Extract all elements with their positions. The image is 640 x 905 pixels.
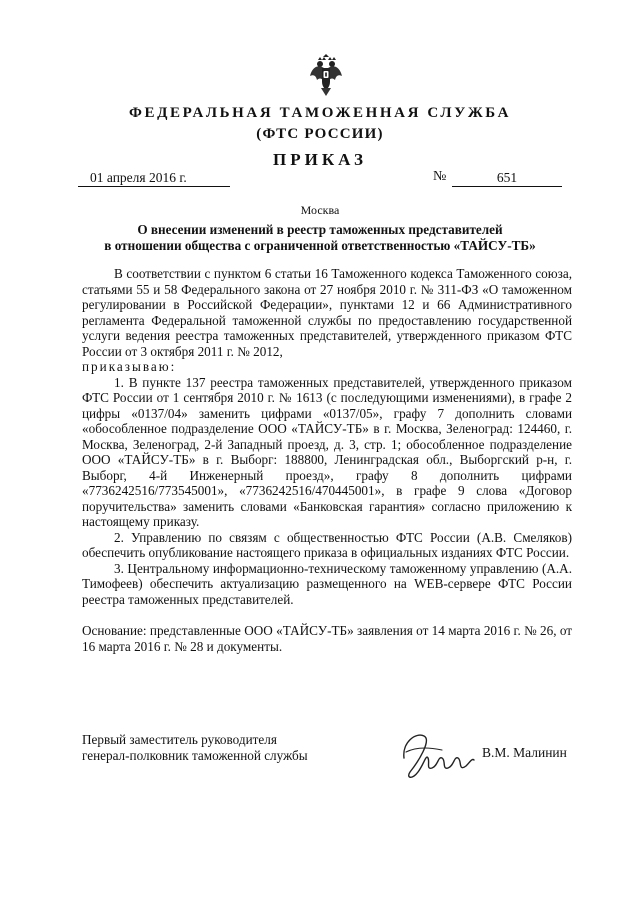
- subject-line: О внесении изменений в реестр таможенных представителей: [137, 222, 503, 237]
- document-subject: [60, 222, 580, 254]
- document-body: [82, 266, 572, 654]
- org-name: ФЕДЕРАЛЬНАЯ ТАМОЖЕННАЯ СЛУЖБА: [128, 105, 512, 121]
- order-keyword: приказываю:: [82, 359, 177, 374]
- document-number: 651: [452, 170, 562, 187]
- signer-name: В.М. Малинин: [482, 745, 567, 760]
- subject-line: в отношении общества с ограниченной ответственностью «ТАЙСУ-ТБ»: [104, 238, 536, 253]
- basis: Основание: представленные ООО «ТАЙСУ-ТБ» заявления от 14 марта 2016 г. № 26, от 16 марта 2016 г. № 28 и документы.: [82, 623, 572, 654]
- preamble: В соответствии с пунктом 6 статьи 16 Таможенного кодекса Таможенного союза, статьями 55 и 58 Федерального закона от 27 ноября 2010 г. № 311-ФЗ «О таможенном регулировании в Российской Федерации», пунктами 12 и 66 Административного регламента Федеральной таможенной службы по предоставлению государственной услуги ведения реестра таможенных представителей, утвержденного приказом ФТС России от 3 октября 2011 г. № 2012,: [82, 266, 572, 359]
- city: Москва: [300, 203, 340, 217]
- number-label: №: [433, 169, 447, 184]
- clause-3: 3. Центральному информационно-техническому таможенному управлению (А.А. Тимофеев) обеспечить актуализацию размещенного на WEB-сервере ФТС России реестра таможенных представителей.: [82, 560, 572, 607]
- clause-1: 1. В пункте 137 реестра таможенных представителей, утвержденного приказом ФТС России от 1 сентября 2010 г. № 1613 (с последующими изменениями), в графе 2 цифры «0137/04» заменить цифрами «0137/05», графу 7 дополнить словами «обособленное подразделение ООО «ТАЙСУ-ТБ» в г. Москва, Зеленоград: 124460, г. Москва, Зеленоград, 2-й Западный проезд, д. 3, стр. 1; обособленное подразделение ООО «ТАЙСУ-ТБ» в г. Выборг: 188800, Ленинградская обл., Выборгский р-н, г. Выборг, 4-й Инженерный проезд», графу 8 дополнить цифрами «7736242516/773545001», «7736242516/470445001», в графе 9 слова «Договор поручительства» заменить словами «Банковская гарантия» согласно приложению к настоящему приказу.: [82, 374, 572, 529]
- document-date: 01 апреля 2016 г.: [78, 170, 230, 187]
- signer-title: [82, 732, 308, 764]
- handwritten-signature: [398, 728, 478, 784]
- signer-title-line: Первый заместитель руководителя: [82, 732, 277, 747]
- document-type: ПРИКАЗ: [273, 150, 367, 169]
- signer-title-line: генерал-полковник таможенной службы: [82, 748, 308, 763]
- double-headed-eagle-icon: [309, 54, 343, 98]
- clause-2: 2. Управлению по связям с общественностью ФТС России (А.В. Смеляков) обеспечить опубликование настоящего приказа в официальных изданиях ФТС России.: [82, 529, 572, 560]
- org-abbr: (ФТС РОССИИ): [256, 126, 384, 142]
